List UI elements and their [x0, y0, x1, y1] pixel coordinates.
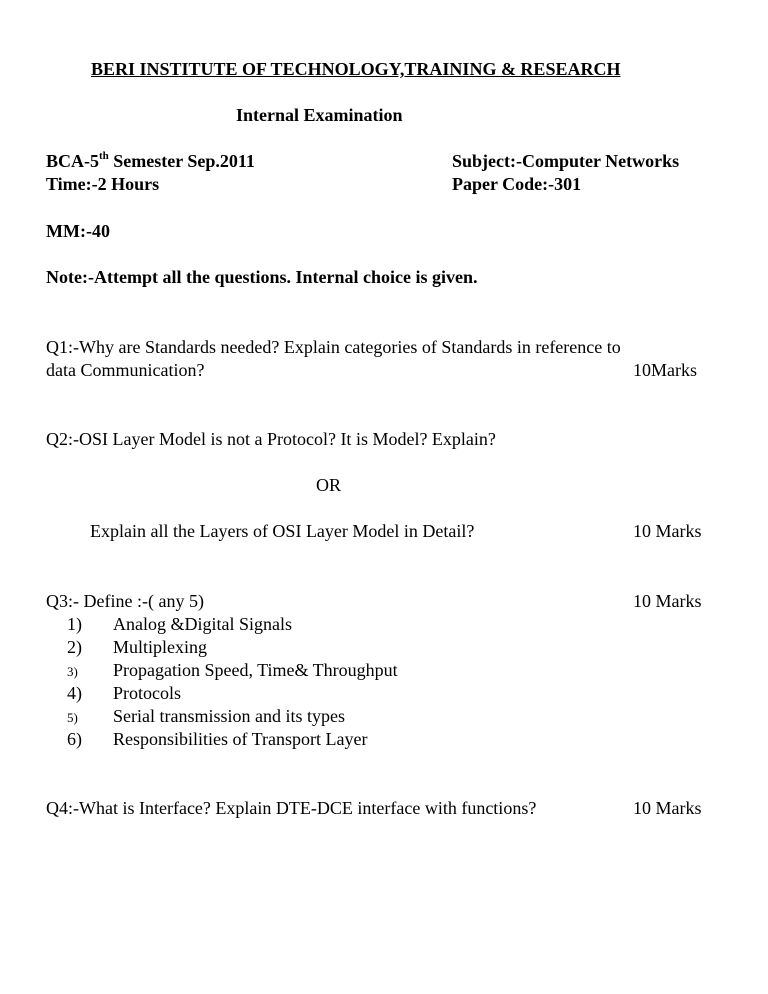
list-item	[67, 613, 292, 636]
institute-title: BERI INSTITUTE OF TECHNOLOGY,TRAINING & RESEARCH	[91, 59, 621, 79]
q2-or: OR	[316, 475, 342, 495]
list-item-text: Serial transmission and its types	[113, 706, 345, 726]
list-item	[67, 659, 398, 683]
q1-marks: 10Marks	[633, 360, 697, 380]
list-item-text: Multiplexing	[113, 637, 207, 657]
list-item-number: 2)	[67, 637, 82, 657]
q1-line2: data Communication?	[46, 360, 205, 380]
q3-marks: 10 Marks	[633, 591, 702, 611]
list-item	[67, 705, 345, 729]
max-marks: MM:-40	[46, 221, 110, 241]
list-item-text: Responsibilities of Transport Layer	[113, 729, 368, 749]
list-item-text: Propagation Speed, Time& Throughput	[113, 660, 398, 680]
course-superscript: th	[99, 150, 109, 162]
subject-info: Subject:-Computer Networks	[452, 151, 680, 171]
q4-marks: 10 Marks	[633, 798, 702, 818]
list-item-number: 6)	[67, 729, 82, 749]
exam-title: Internal Examination	[236, 105, 403, 125]
list-item	[67, 682, 181, 705]
list-item	[67, 636, 207, 659]
q3-text: Q3:- Define :-( any 5)	[46, 591, 204, 611]
q2-alt-text: Explain all the Layers of OSI Layer Model in Detail?	[90, 521, 475, 541]
list-item-text: Protocols	[113, 683, 182, 703]
course-info	[46, 150, 255, 173]
paper-code-info: Paper Code:-301	[452, 174, 582, 194]
list-item-number: 4)	[67, 683, 82, 703]
time-info: Time:-2 Hours	[46, 174, 160, 194]
instruction-note: Note:-Attempt all the questions. Internal choice is given.	[46, 267, 478, 287]
q2-marks: 10 Marks	[633, 521, 702, 541]
q1-line1: Q1:-Why are Standards needed? Explain categories of Standards in reference to	[46, 337, 621, 357]
list-item	[67, 728, 368, 751]
list-item-text: Analog &Digital Signals	[113, 614, 292, 634]
list-item-number: 1)	[67, 614, 82, 634]
course-rest: Semester Sep.2011	[108, 151, 255, 171]
course-prefix: BCA-5	[46, 151, 99, 171]
list-item-number: 3)	[67, 664, 78, 679]
q2-text: Q2:-OSI Layer Model is not a Protocol? It is Model? Explain?	[46, 429, 496, 449]
list-item-number: 5)	[67, 710, 78, 725]
q4-text: Q4:-What is Interface? Explain DTE-DCE interface with functions?	[46, 798, 537, 818]
